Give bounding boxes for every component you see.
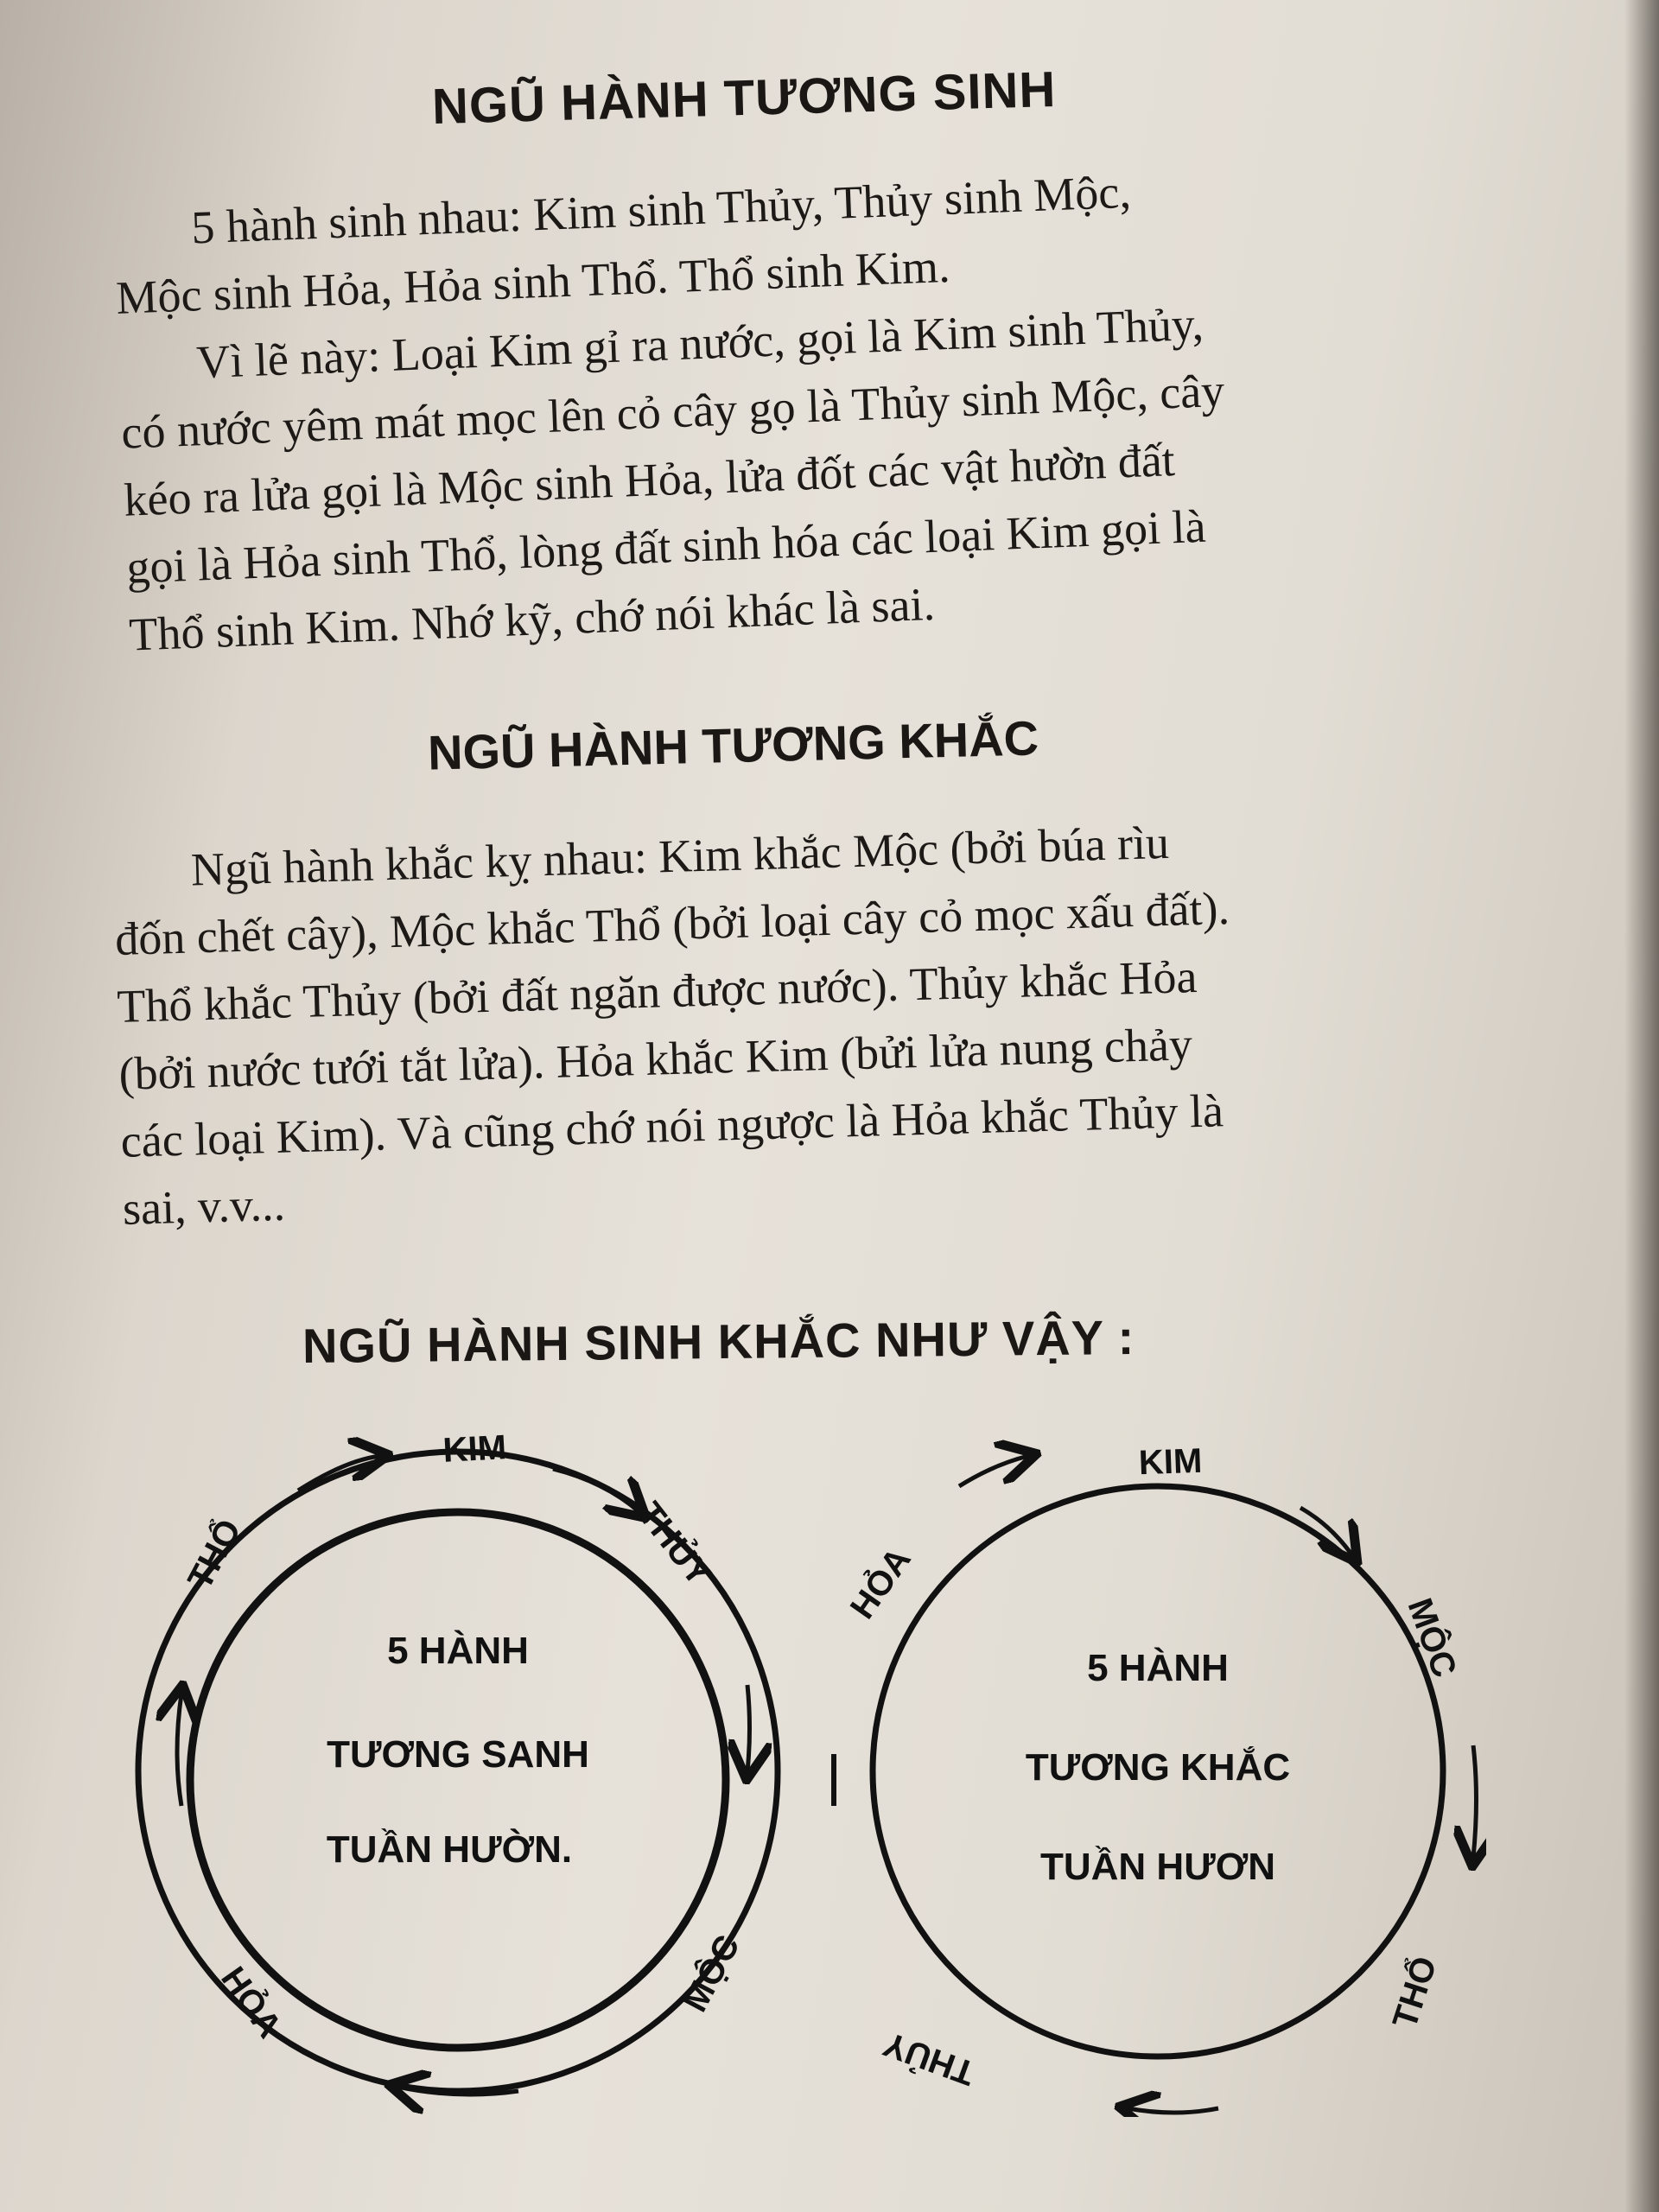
arrow-moc	[747, 1685, 750, 1771]
text-line: Thổ sinh Kim. Nhớ kỹ, chớ nói khác là sai.	[128, 577, 936, 661]
label-tho: THỔ	[181, 1513, 249, 1596]
text-line: Vì lẽ này: Loại Kim gỉ ra nước, gọi là Kim sinh Thủy,	[195, 297, 1205, 389]
diagram-tuong-khac	[830, 1426, 1486, 2117]
center-line-1: 5 HÀNH	[1087, 1647, 1229, 1689]
text-line: sai, v.v...	[122, 1178, 286, 1235]
text-line: 5 hành sinh nhau: Kim sinh Thủy, Thủy sinh Mộc,	[190, 165, 1132, 254]
arrow-kim	[959, 1456, 1028, 1486]
inner-ring	[190, 1512, 726, 2048]
text-line: kéo ra lửa gọi là Mộc sinh Hỏa, lửa đốt các vật hườn đất	[123, 434, 1176, 526]
heading-tuong-khac: NGŨ HÀNH TƯƠNG KHẮC	[427, 710, 1039, 780]
text-line: Mộc sinh Hỏa, Hỏa sinh Thổ. Thổ sinh Kim.	[115, 239, 951, 324]
page-edge-shadow	[1624, 0, 1659, 2212]
label-moc: MỘC	[676, 1929, 747, 2018]
center-line-3: TUẦN HƯƠN	[1039, 1846, 1276, 1888]
arrow-tho	[1473, 1745, 1477, 1858]
center-line-2: TƯƠNG SANH	[327, 1733, 589, 1776]
text-line: Thổ khắc Thủy (bởi đất ngăn được nước). Thủy khắc Hỏa	[116, 950, 1198, 1033]
text-line: có nước yêm mát mọc lên cỏ cây gọ là Thủy sinh Mộc, cây	[120, 364, 1226, 459]
center-line-3: TUẦN HƯỜN.	[326, 1828, 573, 1871]
center-line-2: TƯƠNG KHẮC	[1025, 1746, 1291, 1789]
text-line: đốn chết cây), Mộc khắc Thổ (bởi loại cây cỏ mọc xấu đất).	[114, 881, 1230, 965]
label-tho: THỔ	[1385, 1952, 1445, 2033]
center-line-1: 5 HÀNH	[387, 1630, 529, 1672]
label-kim: KIM	[442, 1428, 508, 1470]
label-thuy: THỦY	[630, 1495, 719, 1593]
diagram-tuong-sinh	[112, 1408, 804, 2117]
text-line: (bởi nước tưới tắt lửa). Hỏa khắc Kim (bửi lửa nung chảy	[118, 1018, 1193, 1100]
label-hoa: HỎA	[842, 1541, 918, 1626]
arrow-thuy	[553, 1469, 639, 1512]
label-moc: MỘC	[1400, 1593, 1464, 1682]
text-line: các loại Kim). Và cũng chớ nói ngược là Hỏa khắc Thủy là	[119, 1084, 1224, 1167]
text-line: Ngũ hành khắc kỵ nhau: Kim khắc Mộc (bởi búa rìu	[190, 816, 1170, 896]
label-hoa: HỎA	[213, 1960, 289, 2045]
label-thuy: THỦY	[878, 2024, 981, 2093]
paragraph-tuong-sinh	[112, 144, 1512, 669]
paragraph-tuong-khac	[112, 799, 1522, 1243]
arrow-tho	[177, 1694, 181, 1806]
arrow-thuy	[1128, 2108, 1218, 2113]
heading-tuong-sinh: NGŨ HÀNH TƯƠNG SINH	[431, 60, 1058, 136]
heading-sinh-khac: NGŨ HÀNH SINH KHẮC NHƯ VẬY :	[302, 1309, 1135, 1374]
text-line: gọi là Hỏa sinh Thổ, lòng đất sinh hóa các loại Kim gọi là	[125, 499, 1207, 594]
label-kim: KIM	[1138, 1441, 1203, 1483]
